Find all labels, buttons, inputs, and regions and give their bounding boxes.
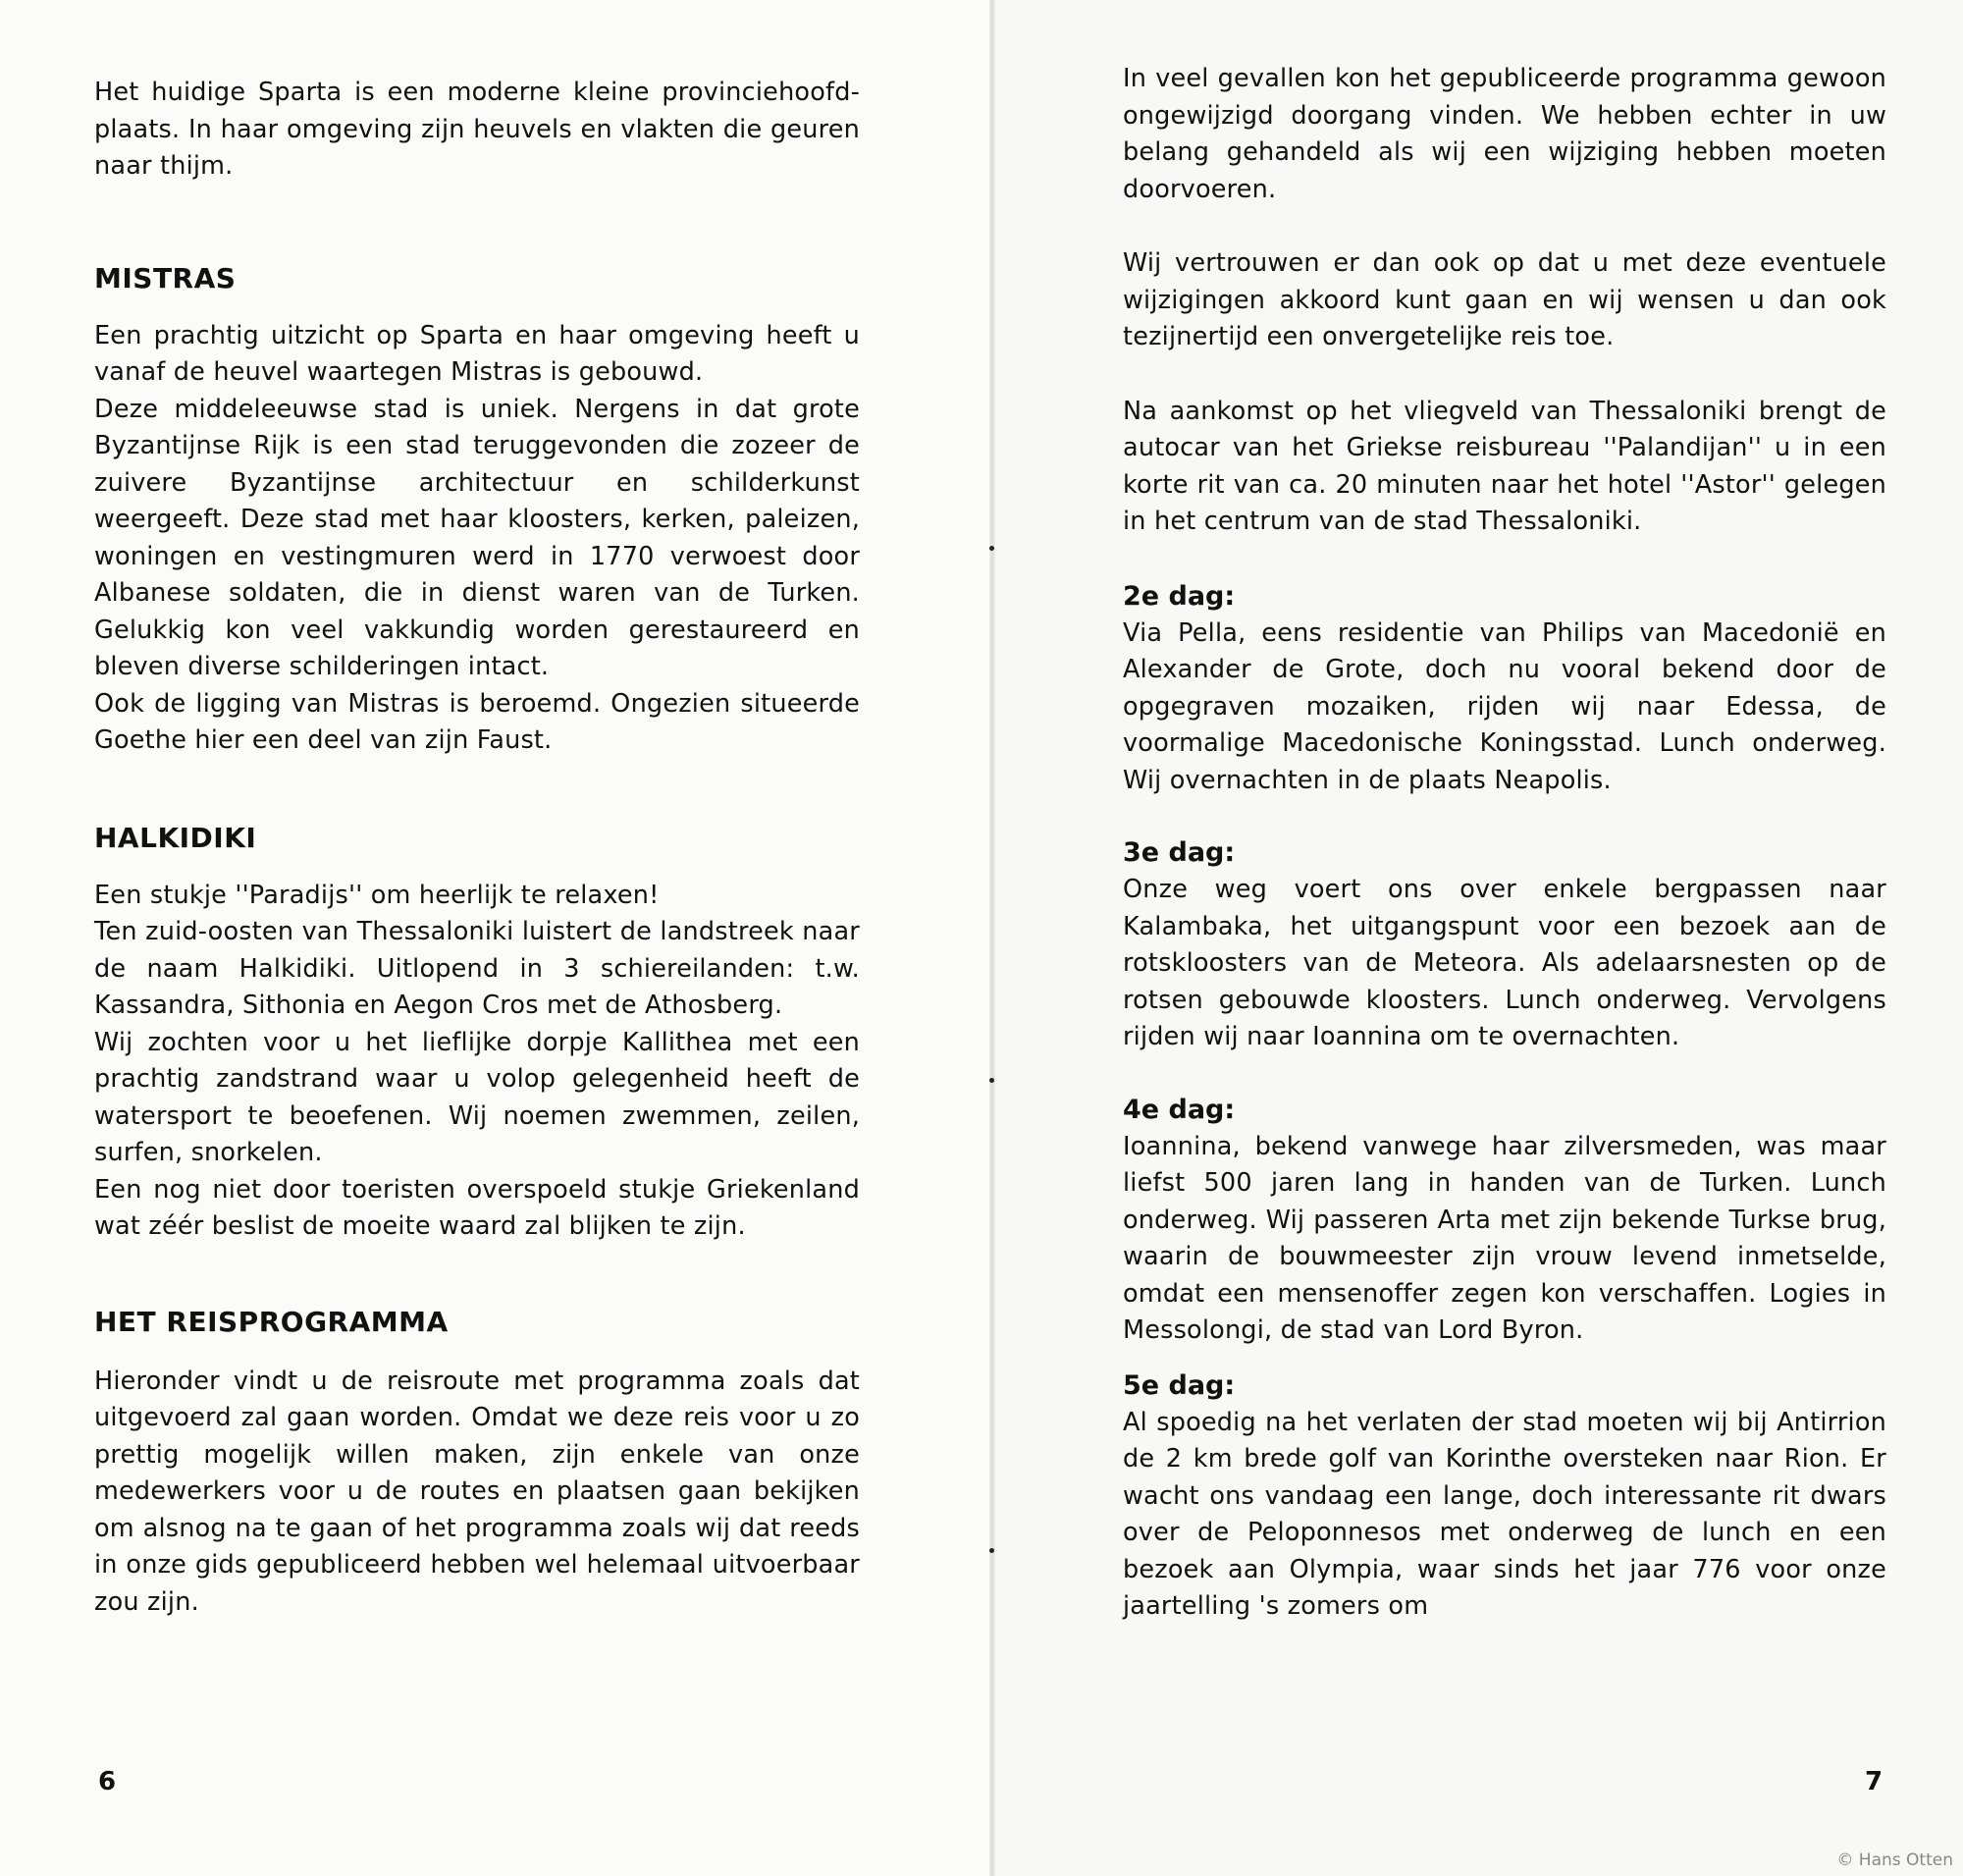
- intro-paragraph-2: Wij vertrouwen er dan ook op dat u met deze eventuele wijzigingen akkoord kunt gaan en wij wensen u dan ook tezijnertijd een onvergetelijke reis toe.: [1123, 248, 1886, 351]
- arrival-paragraph: Na aankomst op het vliegveld van Thessaloniki brengt de autocar van het Griekse reisbureau ''Palandijan'' u in een korte rit van ca. 20 minuten naar het hotel ''Astor'' gelegen in het centrum van de stad Thessaloniki.: [1123, 396, 1886, 536]
- halkidiki-paragraph-4: Een nog niet door toeristen overspoeld stukje Griekenland wat zéér beslist de moeite waard zal blijken te zijn.: [94, 1174, 860, 1241]
- right-column: [1123, 61, 1886, 1626]
- intro-paragraph-1: In veel gevallen kon het gepubliceerde programma gewoon ongewijzigd doorgang vinden. We hebben echter in uw belang gehandeld als wij een wijziging hebben moeten doorvoeren.: [1123, 64, 1886, 204]
- halkidiki-paragraph-1: Een stukje ''Paradijs'' om heerlijk te relaxen!: [94, 880, 660, 910]
- gutter-mark: [989, 1078, 994, 1083]
- page-number-right: 7: [1865, 1767, 1883, 1796]
- day-5-text: Al spoedig na het verlaten der stad moeten wij bij Antirrion de 2 km brede golf van Korinthe oversteken naar Rion. Er wacht ons vandaag een lange, doch interessante rit dwars over de Peloponnesos met onderweg de lunch en een bezoek aan Olympia, waar sinds het jaar 776 voor onze jaartelling 's zomers om: [1123, 1407, 1886, 1621]
- halkidiki-paragraph-2: Ten zuid-oosten van Thessaloniki luistert de landstreek naar de naam Halkidiki. Uitlopend in 3 schiereilanden: t.w. Kassandra, Sithonia en Aegon Cros met de Athosberg.: [94, 917, 860, 1020]
- gutter-mark: [989, 546, 994, 551]
- day-4-label: 4e dag:: [1123, 1094, 1236, 1125]
- halkidiki-paragraph-3: Wij zochten voor u het lieflijke dorpje Kallithea met een prachtig zandstrand waar u volop gelegenheid heeft de watersport te beoefenen. Wij noemen zwemmen, zeilen, surfen, snorkelen.: [94, 1027, 860, 1167]
- day-2-label: 2e dag:: [1123, 580, 1236, 612]
- page-number-left: 6: [98, 1767, 117, 1796]
- reisprogramma-heading: HET REISPROGRAMMA: [94, 1305, 449, 1338]
- mistras-paragraph-2: Deze middeleeuwse stad is uniek. Nergens in dat grote Byzantijnse Rijk is een stad teruggevonden die zozeer de zuivere Byzantijnse architectuur en schilderkunst weergeeft. Deze stad met haar kloosters, kerken, paleizen, woningen en vestingmuren werd in 1770 verwoest door Albanese soldaten, die in dienst waren van de Turken. Gelukkig kon veel vakkundig worden gerestaureerd en bleven diverse schilderingen intact.: [94, 394, 860, 681]
- day-5-label: 5e dag:: [1123, 1369, 1236, 1401]
- mistras-paragraph-3: Ook de ligging van Mistras is beroemd. Ongezien situeerde Goethe hier een deel van zijn Faust.: [94, 688, 860, 755]
- mistras-paragraph-1: Een prachtig uitzicht op Sparta en haar omgeving heeft u vanaf de heuvel waartegen Mistras is gebouwd.: [94, 320, 860, 387]
- copyright-notice: © Hans Otten: [1836, 1850, 1953, 1870]
- halkidiki-heading: HALKIDIKI: [94, 821, 257, 854]
- page-gutter: [989, 0, 995, 1876]
- gutter-mark: [989, 1548, 994, 1553]
- day-3-label: 3e dag:: [1123, 837, 1236, 868]
- intro-paragraph: Het huidige Sparta is een moderne kleine provinciehoofd-plaats. In haar omgeving zijn heuvels en vlakten die geuren naar thijm.: [94, 78, 860, 181]
- day-2-text: Via Pella, eens residentie van Philips van Macedonië en Alexander de Grote, doch nu vooral bekend door de opgegraven mozaiken, rijden wij naar Edessa, de voormalige Macedonische Koningsstad. Lunch onderweg. Wij overnachten in de plaats Neapolis.: [1123, 617, 1886, 795]
- day-3-text: Onze weg voert ons over enkele bergpassen naar Kalambaka, het uitgangspunt voor een bezoek aan de rotskloosters van de Meteora. Als adelaarsnesten op de rotsen gebouwde kloosters. Lunch onderweg. Vervolgens rijden wij naar Ioannina om te overnachten.: [1123, 875, 1886, 1051]
- mistras-heading: MISTRAS: [94, 261, 237, 295]
- reisprogramma-paragraph: Hieronder vindt u de reisroute met programma zoals dat uitgevoerd zal gaan worden. Omdat we deze reis voor u zo prettig mogelijk willen maken, zijn enkele van onze medewerkers voor u de routes en plaatsen gaan bekijken om alsnog na te gaan of het programma zoals wij dat reeds in onze gids gepubliceerd hebben wel helemaal uitvoerbaar zou zijn.: [94, 1366, 860, 1617]
- left-column: [94, 75, 860, 1621]
- day-4-text: Ioannina, bekend vanwege haar zilversmeden, was maar liefst 500 jaren lang in handen van de Turken. Lunch onderweg. Wij passeren Arta met zijn bekende Turkse brug, waarin de bouwmeester zijn vrouw levend inmetselde, omdat een mensenoffer zegen kon verschaffen. Logies in Messolongi, de stad van Lord Byron.: [1123, 1131, 1886, 1345]
